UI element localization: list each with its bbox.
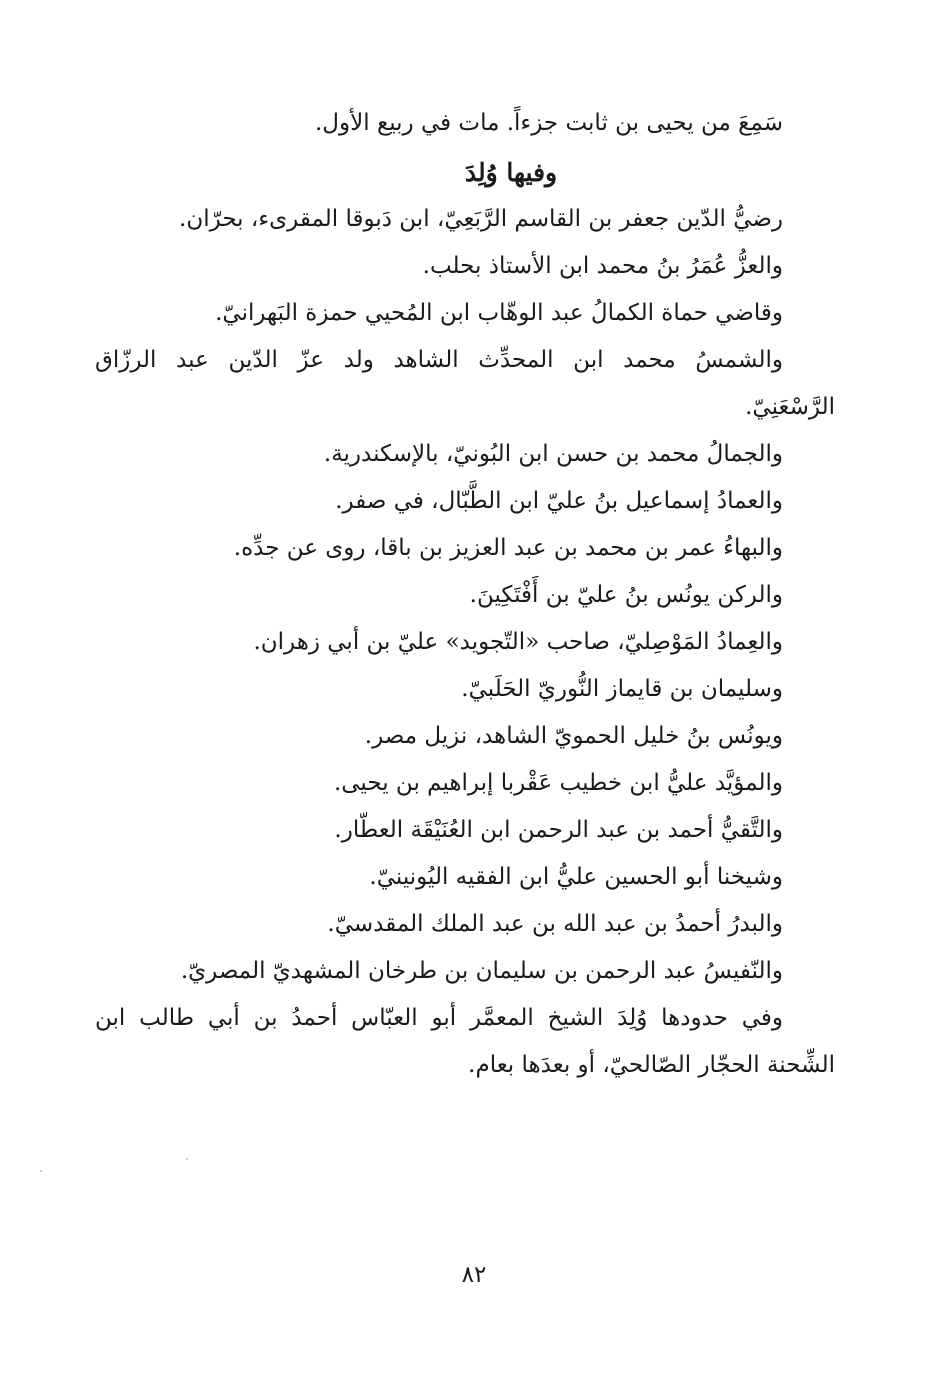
page-number: ٨٢ [461, 1262, 487, 1288]
section-heading: وفيها وُلِدَ [464, 158, 558, 187]
entry-line: والعزُّ عُمَرُ بنُ محمد ابن الأستاذ بحلب. [422, 253, 783, 279]
long-entry-line-2: الرَّسْعَنِيّ. [745, 394, 835, 420]
entry-line: والجمالُ محمد بن حسن ابن البُونيّ، بالإسكندرية. [323, 441, 783, 467]
long-entry-line-1: والشمسُ محمد ابن المحدِّث الشاهد ولد عزّ الدّين عبد الرزّاق [95, 347, 783, 373]
entry-line: وسليمان بن قايماز النُّوريّ الحَلَبيّ. [461, 676, 783, 702]
entry-line: والبهاءُ عمر بن محمد بن عبد العزيز بن باقا، روى عن جدِّه. [233, 535, 783, 561]
scan-speck [186, 1158, 188, 1160]
intro-line: سَمِعَ من يحيى بن ثابت جزءاً. مات في ربيع الأول. [315, 110, 783, 136]
final-entry-line-2: الشِّحنة الحجّار الصّالحيّ، أو بعدَها بعام. [468, 1052, 835, 1078]
entry-line: رضيُّ الدّين جعفر بن القاسم الرَّبَعِيّ، ابن دَبوقا المقرىء، بحرّان. [179, 206, 783, 232]
entry-line: والنّفيسُ عبد الرحمن بن سليمان بن طرخان المشهديّ المصريّ. [180, 958, 783, 984]
entry-line: والبدرُ أحمدُ بن عبد الله بن عبد الملك المقدسيّ. [327, 911, 783, 937]
entry-line: والركن يونُس بنُ عليّ بن أَفْتَكِينَ. [469, 582, 783, 608]
scan-speck [40, 1170, 42, 1172]
entry-line: والعمادُ إسماعيل بنُ عليّ ابن الطَّبّال، في صفر. [335, 488, 783, 514]
entry-line: والعِمادُ المَوْصِليّ، صاحب «التّجويد» عليّ بن أبي زهران. [253, 629, 783, 655]
entry-line: وقاضي حماة الكمالُ عبد الوهّاب ابن المُحيي حمزة البَهرانيّ. [215, 300, 783, 326]
entry-line: والتَّقيُّ أحمد بن عبد الرحمن ابن العُنَيْقَة العطّار. [334, 817, 783, 843]
entry-line: ويونُس بنُ خليل الحمويّ الشاهد، نزيل مصر. [364, 723, 783, 749]
page-body [95, 100, 835, 1089]
final-entry-line-1: وفي حدودها وُلِدَ الشيخ المعمَّر أبو العبّاس أحمدُ بن أبي طالب ابن [95, 1005, 783, 1031]
entry-line: وشيخنا أبو الحسين عليُّ ابن الفقيه اليُونينيّ. [369, 864, 783, 890]
entry-line: والمؤيَّد عليُّ ابن خطيب عَقْربا إبراهيم بن يحيى. [333, 770, 783, 796]
